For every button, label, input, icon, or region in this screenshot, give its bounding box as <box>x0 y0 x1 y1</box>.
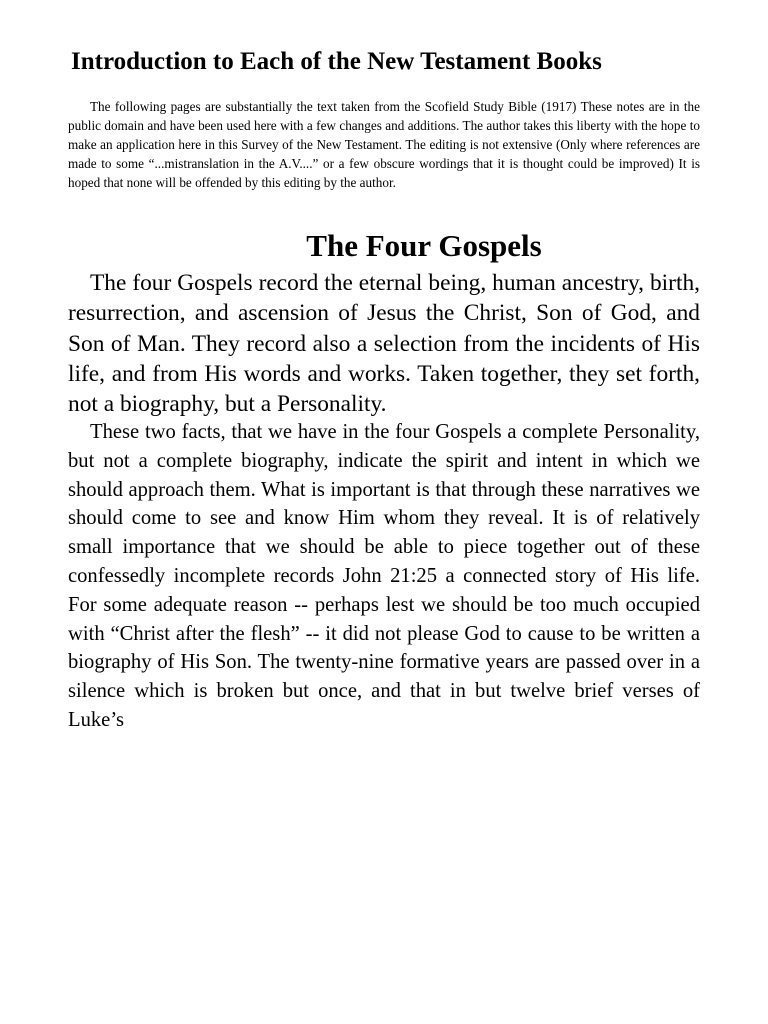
body-paragraph-2: These two facts, that we have in the four Gospels a complete Personality, but not a complete biography, indicate the spirit and intent in which we should approach them. What is important is that through these narratives we should come to see and know Him whom they reveal. It is of relatively small importance that we should be able to piece together out of these confessedly incomplete records John 21:25 a connected story of His life. For some adequate reason -- perhaps lest we should be too much occupied with “Christ after the flesh” -- it did not please God to cause to be written a biography of His Son. The twenty-nine formative years are passed over in a silence which is broken but once, and that in but twelve brief verses of Luke’s <box>68 421 700 731</box>
body-paragraph-1: The four Gospels record the eternal being, human ancestry, birth, resurrection, and ascension of Jesus the Christ, Son of God, and Son of Man. They record also a selection from the incidents of His life, and from His words and works. Taken together, they set forth, not a biography, but a Personality. <box>68 270 700 418</box>
section-title: The Four Gospels <box>306 228 542 263</box>
intro-paragraph: The following pages are substantially the text taken from the Scofield Study Bible (1917) These notes are in the public domain and have been used here with a few changes and additions. The author takes this liberty with the hope to make an application here in this Survey of the New Testament. The editing is not extensive (Only where references are made to some “...mistranslation in the A.V....” or a few obscure wordings that it is thought could be improved) It is hoped that none will be offended by this editing by the author. <box>68 99 700 190</box>
document-title: Introduction to Each of the New Testament Books <box>71 48 602 75</box>
